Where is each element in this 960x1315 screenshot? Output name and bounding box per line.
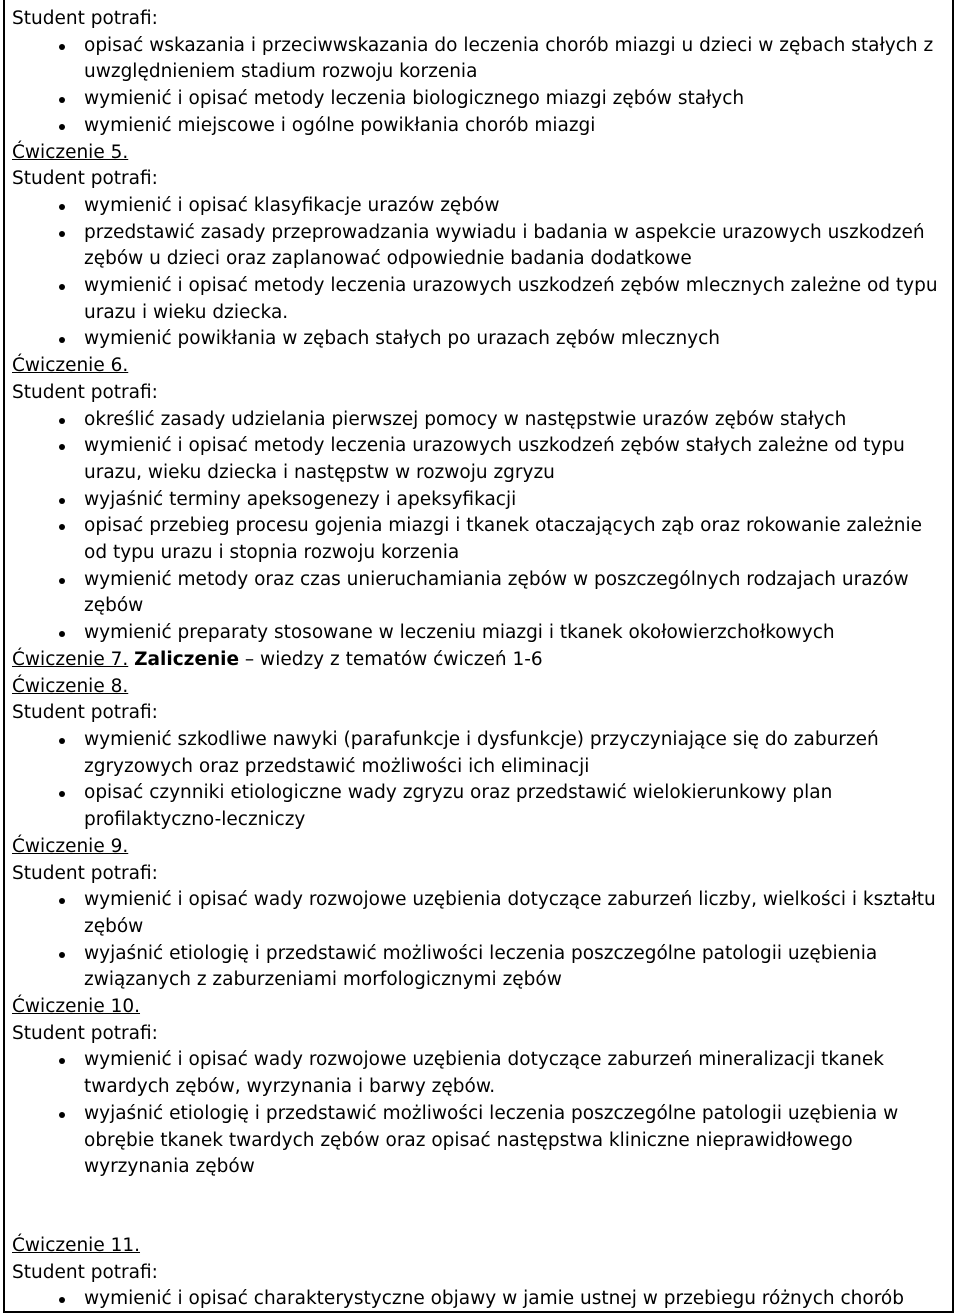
- list-item: wymienić i opisać charakterystyczne objawy w jamie ustnej w przebiegu różnych chorób: [12, 1286, 948, 1313]
- section-continued: [12, 6, 948, 140]
- objectives-list: [12, 1047, 948, 1181]
- student-potrafi-label: Student potrafi:: [12, 381, 158, 403]
- section-heading: Ćwiczenie 5.: [12, 141, 129, 163]
- section-cwiczenie-8: [12, 674, 948, 834]
- list-item: wyjaśnić etiologię i przedstawić możliwości leczenia poszczególne patologii uzębienia związanych z zaburzeniami morfologicznymi zębów: [12, 941, 948, 994]
- list-item: wymienić miejscowe i ogólne powikłania chorób miazgi: [12, 113, 948, 140]
- document-body: [12, 6, 948, 1313]
- student-potrafi-label: Student potrafi:: [12, 1261, 158, 1283]
- objectives-list: [12, 887, 948, 994]
- zaliczenie-description: – wiedzy z tematów ćwiczeń 1-6: [239, 648, 543, 670]
- list-item: wyjaśnić terminy apeksogenezy i apeksyfikacji: [12, 487, 948, 514]
- section-cwiczenie-11: [12, 1233, 948, 1313]
- list-item: opisać czynniki etiologiczne wady zgryzu oraz przedstawić wielokierunkowy plan profilaktyczno-leczniczy: [12, 780, 948, 833]
- list-item: wymienić i opisać klasyfikacje urazów zębów: [12, 193, 948, 220]
- student-potrafi-label: Student potrafi:: [12, 168, 158, 190]
- objectives-list: [12, 1286, 948, 1313]
- section-heading: Ćwiczenie 7.: [12, 648, 129, 670]
- list-item: wymienić i opisać wady rozwojowe uzębienia dotyczące zaburzeń mineralizacji tkanek twardych zębów, wyrzynania i barwy zębów.: [12, 1047, 948, 1100]
- student-potrafi-label: Student potrafi:: [12, 8, 158, 29]
- section-heading: Ćwiczenie 8.: [12, 675, 129, 697]
- objectives-list: [12, 193, 948, 353]
- section-cwiczenie-9: [12, 834, 948, 994]
- list-item: opisać wskazania i przeciwwskazania do leczenia chorób miazgi u dzieci w zębach stałych z uwzględnieniem stadium rozwoju korzenia: [12, 33, 948, 86]
- section-cwiczenie-10: [12, 994, 948, 1181]
- zaliczenie-label: Zaliczenie: [134, 648, 240, 670]
- section-heading: Ćwiczenie 10.: [12, 996, 141, 1018]
- list-item: wymienić i opisać metody leczenia biologicznego miazgi zębów stałych: [12, 86, 948, 113]
- list-item: wymienić i opisać metody leczenia urazowych uszkodzeń zębów mlecznych zależne od typu urazu i wieku dziecka.: [12, 273, 948, 326]
- list-item: wymienić metody oraz czas unieruchamiania zębów w poszczególnych rodzajach urazów zębów: [12, 567, 948, 620]
- objectives-list: [12, 407, 948, 647]
- list-item: przedstawić zasady przeprowadzania wywiadu i badania w aspekcie urazowych uszkodzeń zębów u dzieci oraz zaplanować odpowiednie badania dodatkowe: [12, 220, 948, 273]
- list-item: wymienić i opisać metody leczenia urazowych uszkodzeń zębów stałych zależne od typu urazu, wieku dziecka i następstw w rozwoju zgryzu: [12, 433, 948, 486]
- page-gap: [12, 1181, 948, 1233]
- list-item: wyjaśnić etiologię i przedstawić możliwości leczenia poszczególne patologii uzębienia w obrębie tkanek twardych zębów oraz opisać następstwa kliniczne nieprawidłowego wyrzynania zębów: [12, 1101, 948, 1181]
- list-item: określić zasady udzielania pierwszej pomocy w następstwie urazów zębów stałych: [12, 407, 948, 434]
- student-potrafi-label: Student potrafi:: [12, 862, 158, 884]
- objectives-list: [12, 727, 948, 834]
- section-cwiczenie-5: [12, 140, 948, 354]
- list-item: wymienić preparaty stosowane w leczeniu miazgi i tkanek okołowierzchołkowych: [12, 620, 948, 647]
- section-cwiczenie-7: [12, 647, 948, 674]
- section-heading: Ćwiczenie 11.: [12, 1234, 141, 1256]
- student-potrafi-label: Student potrafi:: [12, 1022, 158, 1044]
- section-heading: Ćwiczenie 9.: [12, 835, 129, 857]
- list-item: wymienić i opisać wady rozwojowe uzębienia dotyczące zaburzeń liczby, wielkości i kształtu zębów: [12, 887, 948, 940]
- student-potrafi-label: Student potrafi:: [12, 702, 158, 724]
- objectives-list: [12, 33, 948, 140]
- list-item: opisać przebieg procesu gojenia miazgi i tkanek otaczających ząb oraz rokowanie zależnie od typu urazu i stopnia rozwoju korzenia: [12, 513, 948, 566]
- section-cwiczenie-6: [12, 353, 948, 647]
- section-heading: Ćwiczenie 6.: [12, 355, 129, 377]
- list-item: wymienić powikłania w zębach stałych po urazach zębów mlecznych: [12, 326, 948, 353]
- list-item: wymienić szkodliwe nawyki (parafunkcje i dysfunkcje) przyczyniające się do zaburzeń zgryzowych oraz przedstawić możliwości ich eliminacji: [12, 727, 948, 780]
